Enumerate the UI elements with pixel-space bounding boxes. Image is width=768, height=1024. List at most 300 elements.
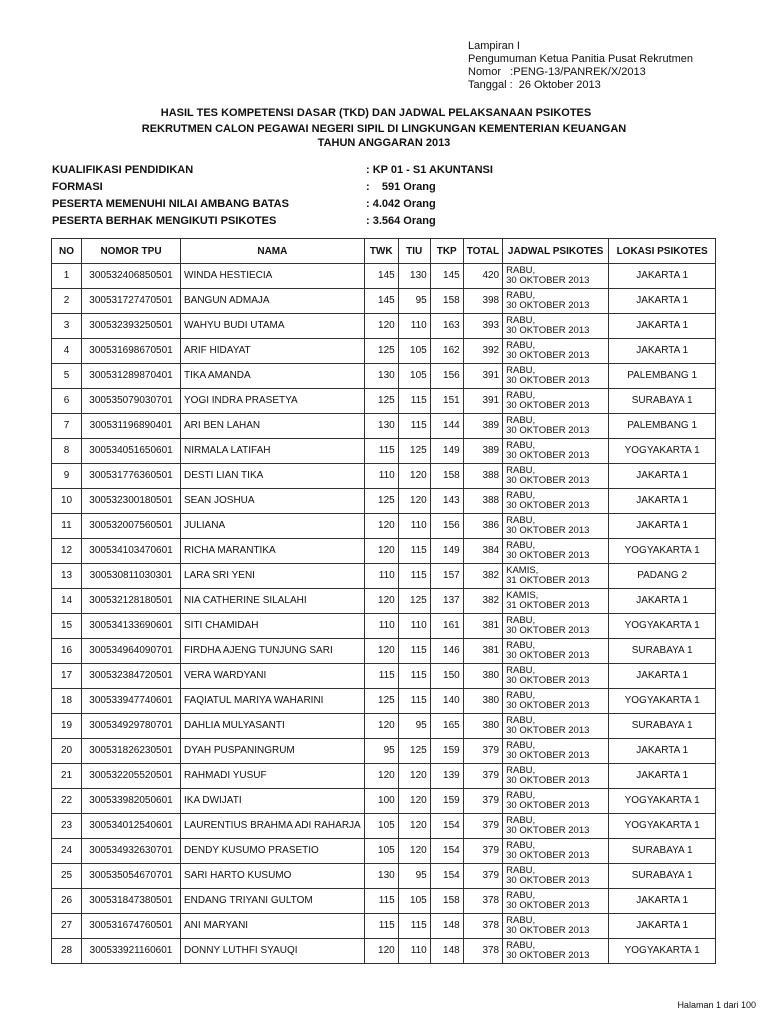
cell-nomor-tpu: 300531196890401 bbox=[82, 414, 181, 439]
jadwal-hari: RABU, bbox=[506, 490, 536, 501]
jadwal-tanggal: 30 OKTOBER 2013 bbox=[506, 550, 590, 561]
cell-lokasi: SURABAYA 1 bbox=[609, 839, 716, 864]
cell-twk: 130 bbox=[364, 364, 398, 389]
cell-nama: FIRDHA AJENG TUNJUNG SARI bbox=[181, 639, 365, 664]
cell-nomor-tpu: 300531776360501 bbox=[82, 464, 181, 489]
cell-total: 386 bbox=[463, 514, 502, 539]
table-row bbox=[52, 614, 716, 639]
cell-nomor-tpu: 300534103470601 bbox=[82, 539, 181, 564]
info-block bbox=[52, 162, 572, 230]
cell-nama: JULIANA bbox=[181, 514, 365, 539]
cell-no: 18 bbox=[52, 689, 82, 714]
jadwal-tanggal: 30 OKTOBER 2013 bbox=[506, 425, 590, 436]
jadwal-tanggal: 30 OKTOBER 2013 bbox=[506, 475, 590, 486]
cell-tkp: 158 bbox=[430, 464, 463, 489]
results-table bbox=[51, 238, 716, 964]
table-row bbox=[52, 914, 716, 939]
cell-nama: DYAH PUSPANINGRUM bbox=[181, 739, 365, 764]
cell-jadwal bbox=[503, 714, 609, 739]
jadwal-hari: RABU, bbox=[506, 365, 536, 376]
cell-jadwal bbox=[503, 339, 609, 364]
cell-tkp: 163 bbox=[430, 314, 463, 339]
jadwal-tanggal: 30 OKTOBER 2013 bbox=[506, 875, 590, 886]
cell-lokasi: JAKARTA 1 bbox=[609, 489, 716, 514]
cell-total: 420 bbox=[463, 264, 502, 289]
cell-twk: 110 bbox=[364, 464, 398, 489]
cell-tiu: 95 bbox=[398, 864, 430, 889]
jadwal-hari: RABU, bbox=[506, 690, 536, 701]
cell-jadwal bbox=[503, 914, 609, 939]
cell-no: 28 bbox=[52, 939, 82, 964]
cell-twk: 145 bbox=[364, 289, 398, 314]
info-row bbox=[52, 213, 572, 230]
jadwal-hari: RABU, bbox=[506, 815, 536, 826]
cell-nomor-tpu: 300531826230501 bbox=[82, 739, 181, 764]
header-tiu: TIU bbox=[398, 239, 430, 264]
cell-twk: 130 bbox=[364, 414, 398, 439]
cell-total: 379 bbox=[463, 764, 502, 789]
cell-no: 13 bbox=[52, 564, 82, 589]
jadwal-tanggal: 30 OKTOBER 2013 bbox=[506, 350, 590, 361]
cell-twk: 115 bbox=[364, 914, 398, 939]
cell-tkp: 159 bbox=[430, 789, 463, 814]
cell-nomor-tpu: 300530811030301 bbox=[82, 564, 181, 589]
table-header-row bbox=[52, 239, 716, 264]
cell-jadwal bbox=[503, 789, 609, 814]
table-row bbox=[52, 739, 716, 764]
table-row bbox=[52, 839, 716, 864]
cell-twk: 130 bbox=[364, 864, 398, 889]
cell-twk: 120 bbox=[364, 589, 398, 614]
cell-tiu: 115 bbox=[398, 564, 430, 589]
cell-lokasi: SURABAYA 1 bbox=[609, 639, 716, 664]
table-row bbox=[52, 264, 716, 289]
jadwal-hari: RABU, bbox=[506, 315, 536, 326]
cell-tiu: 115 bbox=[398, 539, 430, 564]
cell-no: 15 bbox=[52, 614, 82, 639]
cell-total: 379 bbox=[463, 864, 502, 889]
info-row bbox=[52, 179, 572, 196]
cell-tiu: 125 bbox=[398, 589, 430, 614]
cell-tiu: 120 bbox=[398, 489, 430, 514]
cell-twk: 110 bbox=[364, 614, 398, 639]
cell-twk: 115 bbox=[364, 889, 398, 914]
info-label: PESERTA BERHAK MENGIKUTI PSIKOTES bbox=[52, 215, 277, 227]
jadwal-hari: RABU, bbox=[506, 465, 536, 476]
cell-jadwal bbox=[503, 364, 609, 389]
cell-total: 389 bbox=[463, 414, 502, 439]
cell-no: 1 bbox=[52, 264, 82, 289]
cell-nomor-tpu: 300535054670701 bbox=[82, 864, 181, 889]
cell-nama: LAURENTIUS BRAHMA ADI RAHARJA bbox=[181, 814, 365, 839]
jadwal-tanggal: 30 OKTOBER 2013 bbox=[506, 775, 590, 786]
jadwal-tanggal: 30 OKTOBER 2013 bbox=[506, 275, 590, 286]
cell-nomor-tpu: 300533947740601 bbox=[82, 689, 181, 714]
cell-twk: 120 bbox=[364, 639, 398, 664]
jadwal-tanggal: 30 OKTOBER 2013 bbox=[506, 750, 590, 761]
cell-jadwal bbox=[503, 564, 609, 589]
cell-tkp: 148 bbox=[430, 939, 463, 964]
cell-twk: 105 bbox=[364, 839, 398, 864]
cell-tiu: 110 bbox=[398, 939, 430, 964]
cell-no: 7 bbox=[52, 414, 82, 439]
cell-lokasi: JAKARTA 1 bbox=[609, 464, 716, 489]
cell-tkp: 158 bbox=[430, 289, 463, 314]
table-row bbox=[52, 564, 716, 589]
cell-tkp: 151 bbox=[430, 389, 463, 414]
cell-no: 21 bbox=[52, 764, 82, 789]
jadwal-hari: RABU, bbox=[506, 640, 536, 651]
cell-tiu: 115 bbox=[398, 639, 430, 664]
cell-nama: SEAN JOSHUA bbox=[181, 489, 365, 514]
cell-nama: SITI CHAMIDAH bbox=[181, 614, 365, 639]
cell-tiu: 115 bbox=[398, 914, 430, 939]
cell-nomor-tpu: 300533982050601 bbox=[82, 789, 181, 814]
cell-tkp: 161 bbox=[430, 614, 463, 639]
cell-jadwal bbox=[503, 289, 609, 314]
jadwal-hari: RABU, bbox=[506, 765, 536, 776]
cell-tkp: 154 bbox=[430, 864, 463, 889]
cell-tkp: 143 bbox=[430, 489, 463, 514]
cell-jadwal bbox=[503, 814, 609, 839]
table-row bbox=[52, 639, 716, 664]
table-row bbox=[52, 714, 716, 739]
table-row bbox=[52, 664, 716, 689]
cell-total: 382 bbox=[463, 564, 502, 589]
cell-nomor-tpu: 300532384720501 bbox=[82, 664, 181, 689]
cell-total: 380 bbox=[463, 689, 502, 714]
cell-lokasi: SURABAYA 1 bbox=[609, 864, 716, 889]
cell-nama: LARA SRI YENI bbox=[181, 564, 365, 589]
cell-jadwal bbox=[503, 939, 609, 964]
cell-tiu: 115 bbox=[398, 689, 430, 714]
jadwal-tanggal: 30 OKTOBER 2013 bbox=[506, 700, 590, 711]
cell-nama: IKA DWIJATI bbox=[181, 789, 365, 814]
cell-nama: DESTI LIAN TIKA bbox=[181, 464, 365, 489]
title-line-2: REKRUTMEN CALON PEGAWAI NEGERI SIPIL DI LINGKUNGAN KEMENTERIAN KEUANGAN bbox=[141, 123, 627, 135]
jadwal-hari: RABU, bbox=[506, 340, 536, 351]
cell-lokasi: YOGYAKARTA 1 bbox=[609, 539, 716, 564]
cell-jadwal bbox=[503, 689, 609, 714]
jadwal-tanggal: 30 OKTOBER 2013 bbox=[506, 450, 590, 461]
jadwal-hari: RABU, bbox=[506, 390, 536, 401]
cell-tiu: 115 bbox=[398, 389, 430, 414]
cell-no: 16 bbox=[52, 639, 82, 664]
cell-twk: 105 bbox=[364, 814, 398, 839]
cell-total: 389 bbox=[463, 439, 502, 464]
cell-tkp: 148 bbox=[430, 914, 463, 939]
cell-jadwal bbox=[503, 614, 609, 639]
cell-total: 380 bbox=[463, 664, 502, 689]
cell-nama: DENDY KUSUMO PRASETIO bbox=[181, 839, 365, 864]
cell-twk: 125 bbox=[364, 389, 398, 414]
cell-tkp: 154 bbox=[430, 839, 463, 864]
cell-lokasi: YOGYAKARTA 1 bbox=[609, 689, 716, 714]
cell-tkp: 157 bbox=[430, 564, 463, 589]
cell-nomor-tpu: 300534932630701 bbox=[82, 839, 181, 864]
cell-nama: RAHMADI YUSUF bbox=[181, 764, 365, 789]
cell-nama: WAHYU BUDI UTAMA bbox=[181, 314, 365, 339]
table-row bbox=[52, 789, 716, 814]
info-row bbox=[52, 162, 572, 179]
jadwal-tanggal: 30 OKTOBER 2013 bbox=[506, 825, 590, 836]
cell-tkp: 137 bbox=[430, 589, 463, 614]
cell-jadwal bbox=[503, 589, 609, 614]
table-row bbox=[52, 539, 716, 564]
cell-nama: TIKA AMANDA bbox=[181, 364, 365, 389]
cell-tkp: 150 bbox=[430, 664, 463, 689]
cell-no: 24 bbox=[52, 839, 82, 864]
cell-nomor-tpu: 300531727470501 bbox=[82, 289, 181, 314]
cell-no: 22 bbox=[52, 789, 82, 814]
cell-total: 379 bbox=[463, 789, 502, 814]
cell-nama: DONNY LUTHFI SYAUQI bbox=[181, 939, 365, 964]
cell-total: 388 bbox=[463, 464, 502, 489]
info-value: : 4.042 Orang bbox=[366, 198, 436, 210]
jadwal-tanggal: 30 OKTOBER 2013 bbox=[506, 375, 590, 386]
cell-total: 391 bbox=[463, 389, 502, 414]
header-twk: TWK bbox=[364, 239, 398, 264]
cell-nomor-tpu: 300534929780701 bbox=[82, 714, 181, 739]
cell-no: 19 bbox=[52, 714, 82, 739]
table-row bbox=[52, 314, 716, 339]
cell-jadwal bbox=[503, 389, 609, 414]
cell-nama: BANGUN ADMAJA bbox=[181, 289, 365, 314]
cell-tkp: 158 bbox=[430, 889, 463, 914]
cell-lokasi: JAKARTA 1 bbox=[609, 739, 716, 764]
cell-nama: DAHLIA MULYASANTI bbox=[181, 714, 365, 739]
jadwal-tanggal: 30 OKTOBER 2013 bbox=[506, 650, 590, 661]
cell-nomor-tpu: 300532205520501 bbox=[82, 764, 181, 789]
cell-lokasi: SURABAYA 1 bbox=[609, 389, 716, 414]
jadwal-hari: KAMIS, bbox=[506, 565, 539, 576]
cell-tkp: 162 bbox=[430, 339, 463, 364]
cell-no: 20 bbox=[52, 739, 82, 764]
cell-lokasi: JAKARTA 1 bbox=[609, 664, 716, 689]
cell-nomor-tpu: 300534051650601 bbox=[82, 439, 181, 464]
cell-lokasi: PALEMBANG 1 bbox=[609, 414, 716, 439]
cell-tiu: 110 bbox=[398, 614, 430, 639]
cell-lokasi: SURABAYA 1 bbox=[609, 714, 716, 739]
cell-twk: 120 bbox=[364, 314, 398, 339]
cell-tiu: 105 bbox=[398, 364, 430, 389]
jadwal-hari: RABU, bbox=[506, 940, 536, 951]
cell-total: 384 bbox=[463, 539, 502, 564]
jadwal-tanggal: 30 OKTOBER 2013 bbox=[506, 500, 590, 511]
cell-total: 379 bbox=[463, 739, 502, 764]
cell-tiu: 120 bbox=[398, 814, 430, 839]
cell-jadwal bbox=[503, 889, 609, 914]
cell-jadwal bbox=[503, 839, 609, 864]
cell-lokasi: YOGYAKARTA 1 bbox=[609, 939, 716, 964]
table-row bbox=[52, 439, 716, 464]
cell-nama: NIRMALA LATIFAH bbox=[181, 439, 365, 464]
cell-jadwal bbox=[503, 489, 609, 514]
jadwal-hari: RABU, bbox=[506, 715, 536, 726]
cell-jadwal bbox=[503, 864, 609, 889]
cell-tiu: 125 bbox=[398, 739, 430, 764]
jadwal-hari: RABU, bbox=[506, 290, 536, 301]
cell-tiu: 115 bbox=[398, 414, 430, 439]
cell-twk: 115 bbox=[364, 664, 398, 689]
cell-no: 3 bbox=[52, 314, 82, 339]
cell-total: 379 bbox=[463, 839, 502, 864]
table-row bbox=[52, 414, 716, 439]
cell-no: 9 bbox=[52, 464, 82, 489]
table-row bbox=[52, 364, 716, 389]
cell-lokasi: JAKARTA 1 bbox=[609, 914, 716, 939]
cell-no: 4 bbox=[52, 339, 82, 364]
table-row bbox=[52, 889, 716, 914]
document-title bbox=[0, 106, 768, 150]
cell-no: 25 bbox=[52, 864, 82, 889]
cell-total: 392 bbox=[463, 339, 502, 364]
cell-twk: 120 bbox=[364, 539, 398, 564]
cell-tiu: 120 bbox=[398, 789, 430, 814]
jadwal-tanggal: 30 OKTOBER 2013 bbox=[506, 675, 590, 686]
jadwal-tanggal: 30 OKTOBER 2013 bbox=[506, 900, 590, 911]
cell-lokasi: JAKARTA 1 bbox=[609, 264, 716, 289]
cell-tiu: 125 bbox=[398, 439, 430, 464]
jadwal-hari: RABU, bbox=[506, 890, 536, 901]
jadwal-hari: RABU, bbox=[506, 740, 536, 751]
jadwal-tanggal: 30 OKTOBER 2013 bbox=[506, 625, 590, 636]
cell-nama: ARI BEN LAHAN bbox=[181, 414, 365, 439]
cell-tiu: 110 bbox=[398, 314, 430, 339]
cell-nama: RICHA MARANTIKA bbox=[181, 539, 365, 564]
cell-tkp: 144 bbox=[430, 414, 463, 439]
cell-jadwal bbox=[503, 439, 609, 464]
jadwal-hari: RABU, bbox=[506, 540, 536, 551]
cell-jadwal bbox=[503, 764, 609, 789]
cell-tiu: 95 bbox=[398, 289, 430, 314]
cell-total: 388 bbox=[463, 489, 502, 514]
header-tkp: TKP bbox=[430, 239, 463, 264]
table-row bbox=[52, 464, 716, 489]
cell-lokasi: JAKARTA 1 bbox=[609, 339, 716, 364]
header-lokasi: LOKASI PSIKOTES bbox=[609, 239, 716, 264]
cell-nama: ANI MARYANI bbox=[181, 914, 365, 939]
cell-lokasi: JAKARTA 1 bbox=[609, 889, 716, 914]
header-total: TOTAL bbox=[463, 239, 502, 264]
cell-nomor-tpu: 300532128180501 bbox=[82, 589, 181, 614]
cell-no: 11 bbox=[52, 514, 82, 539]
cell-total: 378 bbox=[463, 889, 502, 914]
cell-no: 10 bbox=[52, 489, 82, 514]
cell-nama: SARI HARTO KUSUMO bbox=[181, 864, 365, 889]
table-row bbox=[52, 939, 716, 964]
announcement-title: Pengumuman Ketua Panitia Pusat Rekrutmen bbox=[468, 53, 694, 65]
cell-tkp: 140 bbox=[430, 689, 463, 714]
jadwal-tanggal: 30 OKTOBER 2013 bbox=[506, 725, 590, 736]
table-row bbox=[52, 864, 716, 889]
cell-no: 23 bbox=[52, 814, 82, 839]
announcement-date: Tanggal : 26 Oktober 2013 bbox=[468, 79, 601, 91]
jadwal-hari: RABU, bbox=[506, 865, 536, 876]
cell-no: 2 bbox=[52, 289, 82, 314]
cell-jadwal bbox=[503, 264, 609, 289]
cell-no: 6 bbox=[52, 389, 82, 414]
cell-nomor-tpu: 300535079030701 bbox=[82, 389, 181, 414]
cell-tiu: 120 bbox=[398, 464, 430, 489]
cell-no: 12 bbox=[52, 539, 82, 564]
cell-tiu: 115 bbox=[398, 664, 430, 689]
title-line-3: TAHUN ANGGARAN 2013 bbox=[317, 137, 451, 149]
cell-nama: WINDA HESTIECIA bbox=[181, 264, 365, 289]
cell-tkp: 156 bbox=[430, 514, 463, 539]
table-row bbox=[52, 764, 716, 789]
cell-lokasi: JAKARTA 1 bbox=[609, 589, 716, 614]
cell-nama: ENDANG TRIYANI GULTOM bbox=[181, 889, 365, 914]
jadwal-hari: RABU, bbox=[506, 915, 536, 926]
cell-twk: 120 bbox=[364, 939, 398, 964]
page-number: Halaman 1 dari 100 bbox=[677, 1000, 756, 1010]
cell-total: 381 bbox=[463, 614, 502, 639]
cell-jadwal bbox=[503, 739, 609, 764]
cell-twk: 125 bbox=[364, 489, 398, 514]
cell-tiu: 105 bbox=[398, 889, 430, 914]
jadwal-tanggal: 30 OKTOBER 2013 bbox=[506, 525, 590, 536]
cell-nama: FAQIATUL MARIYA WAHARINI bbox=[181, 689, 365, 714]
cell-lokasi: JAKARTA 1 bbox=[609, 314, 716, 339]
cell-nomor-tpu: 300532007560501 bbox=[82, 514, 181, 539]
table-row bbox=[52, 514, 716, 539]
cell-nama: YOGI INDRA PRASETYA bbox=[181, 389, 365, 414]
table-row bbox=[52, 489, 716, 514]
cell-total: 398 bbox=[463, 289, 502, 314]
cell-jadwal bbox=[503, 414, 609, 439]
cell-nomor-tpu: 300532300180501 bbox=[82, 489, 181, 514]
cell-twk: 120 bbox=[364, 714, 398, 739]
cell-lokasi: PALEMBANG 1 bbox=[609, 364, 716, 389]
jadwal-hari: KAMIS, bbox=[506, 590, 539, 601]
cell-tkp: 149 bbox=[430, 539, 463, 564]
header-nama: NAMA bbox=[181, 239, 365, 264]
cell-total: 381 bbox=[463, 639, 502, 664]
cell-twk: 120 bbox=[364, 514, 398, 539]
cell-tkp: 159 bbox=[430, 739, 463, 764]
cell-jadwal bbox=[503, 539, 609, 564]
jadwal-hari: RABU, bbox=[506, 790, 536, 801]
cell-no: 5 bbox=[52, 364, 82, 389]
info-value: : 591 Orang bbox=[366, 181, 436, 193]
jadwal-hari: RABU, bbox=[506, 265, 536, 276]
cell-tkp: 145 bbox=[430, 264, 463, 289]
cell-twk: 115 bbox=[364, 439, 398, 464]
cell-jadwal bbox=[503, 514, 609, 539]
cell-jadwal bbox=[503, 314, 609, 339]
cell-jadwal bbox=[503, 464, 609, 489]
cell-lokasi: JAKARTA 1 bbox=[609, 514, 716, 539]
header-no: NO bbox=[52, 239, 82, 264]
jadwal-hari: RABU, bbox=[506, 665, 536, 676]
cell-lokasi: YOGYAKARTA 1 bbox=[609, 614, 716, 639]
jadwal-tanggal: 30 OKTOBER 2013 bbox=[506, 400, 590, 411]
lampiran-block bbox=[468, 40, 693, 92]
table-row bbox=[52, 814, 716, 839]
cell-nomor-tpu: 300532406850501 bbox=[82, 264, 181, 289]
cell-tkp: 165 bbox=[430, 714, 463, 739]
jadwal-tanggal: 30 OKTOBER 2013 bbox=[506, 325, 590, 336]
jadwal-hari: RABU, bbox=[506, 615, 536, 626]
cell-no: 26 bbox=[52, 889, 82, 914]
cell-tkp: 149 bbox=[430, 439, 463, 464]
cell-twk: 125 bbox=[364, 339, 398, 364]
cell-tiu: 110 bbox=[398, 514, 430, 539]
info-value: : KP 01 - S1 AKUNTANSI bbox=[366, 164, 493, 176]
cell-total: 379 bbox=[463, 814, 502, 839]
cell-no: 17 bbox=[52, 664, 82, 689]
